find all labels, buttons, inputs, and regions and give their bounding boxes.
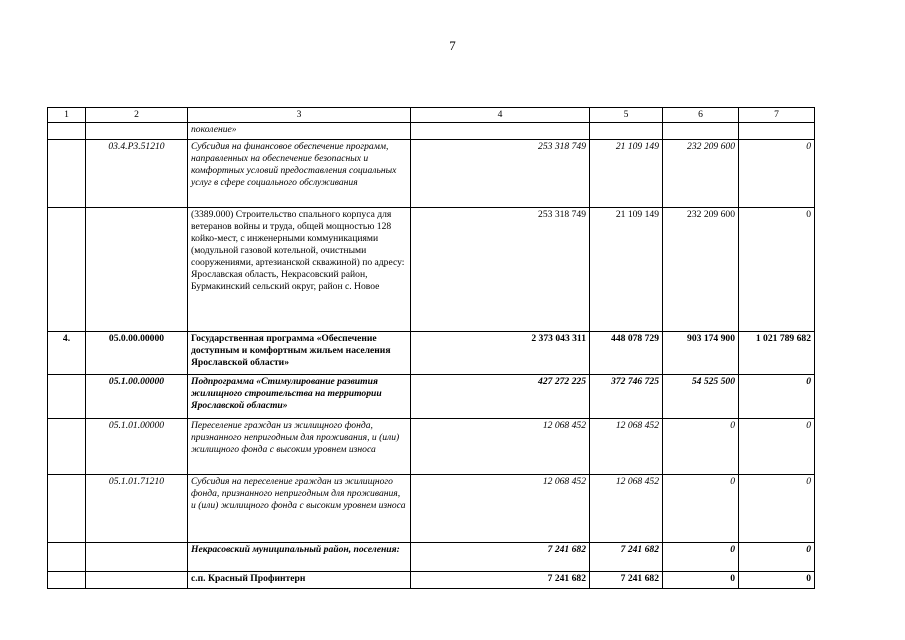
row-name: Субсидия на финансовое обеспечение программ, направленных на обеспечение безопасных и комфортных условий предоставления социальных услуг в сфере социального обслуживания xyxy=(188,140,411,208)
row-value-5: 21 109 149 xyxy=(590,208,663,332)
row-value-5: 12 068 452 xyxy=(590,419,663,475)
row-name: (3389.000) Строительство спального корпуса для ветеранов войны и труда, общей мощностью 128 койко-мест, с инженерными коммуникациями (модульной газовой котельной, очистными сооружениями, артезианской скважиной) по адресу: Ярославская область, Некрасовский район, Бурмакинский сельский округ, район с. Новое xyxy=(188,208,411,332)
page-number: 7 xyxy=(449,38,456,53)
row-value-7: 0 xyxy=(739,419,815,475)
table-row xyxy=(48,332,815,375)
row-value-5: 7 241 682 xyxy=(590,572,663,589)
row-name: Субсидия на переселение граждан из жилищного фонда, признанного непригодным для проживания, и (или) жилищного фонда с высоким уровнем износа xyxy=(188,475,411,543)
row-value-4: 253 318 749 xyxy=(411,140,590,208)
row-value-5: 7 241 682 xyxy=(590,543,663,572)
row-value-5: 372 746 725 xyxy=(590,375,663,419)
row-value-4 xyxy=(411,123,590,140)
row-name: с.п. Красный Профинтерн xyxy=(188,572,411,589)
row-value-5: 21 109 149 xyxy=(590,140,663,208)
table-row xyxy=(48,375,815,419)
column-header: 6 xyxy=(663,108,739,123)
row-value-7 xyxy=(739,123,815,140)
row-value-7: 0 xyxy=(739,375,815,419)
row-code: 03.4.Р3.51210 xyxy=(86,140,188,208)
table-row xyxy=(48,543,815,572)
row-number xyxy=(48,419,86,475)
table-row xyxy=(48,572,815,589)
row-value-6: 54 525 500 xyxy=(663,375,739,419)
row-code xyxy=(86,208,188,332)
row-value-6: 232 209 600 xyxy=(663,140,739,208)
table-row xyxy=(48,123,815,140)
row-number xyxy=(48,375,86,419)
row-code xyxy=(86,543,188,572)
row-value-6: 232 209 600 xyxy=(663,208,739,332)
row-value-6 xyxy=(663,123,739,140)
row-value-4: 7 241 682 xyxy=(411,572,590,589)
row-value-4: 253 318 749 xyxy=(411,208,590,332)
row-code xyxy=(86,123,188,140)
row-name: Переселение граждан из жилищного фонда, признанного непригодным для проживания, и (или) жилищного фонда с высоким уровнем износа xyxy=(188,419,411,475)
row-value-4: 7 241 682 xyxy=(411,543,590,572)
row-value-7: 0 xyxy=(739,475,815,543)
row-value-4: 427 272 225 xyxy=(411,375,590,419)
row-value-6: 0 xyxy=(663,419,739,475)
row-value-5 xyxy=(590,123,663,140)
row-name: Некрасовский муниципальный район, поселения: xyxy=(188,543,411,572)
row-number: 4. xyxy=(48,332,86,375)
row-value-4: 12 068 452 xyxy=(411,475,590,543)
row-code: 05.1.01.71210 xyxy=(86,475,188,543)
table-row xyxy=(48,419,815,475)
row-value-7: 0 xyxy=(739,208,815,332)
column-header: 5 xyxy=(590,108,663,123)
row-value-6: 903 174 900 xyxy=(663,332,739,375)
row-value-7: 1 021 789 682 xyxy=(739,332,815,375)
table-row xyxy=(48,475,815,543)
budget-table xyxy=(47,107,815,589)
row-name: Подпрограмма «Стимулирование развития жилищного строительства на территории Ярославской области» xyxy=(188,375,411,419)
row-number xyxy=(48,140,86,208)
row-code: 05.1.01.00000 xyxy=(86,419,188,475)
row-value-6: 0 xyxy=(663,572,739,589)
column-header: 7 xyxy=(739,108,815,123)
row-number xyxy=(48,572,86,589)
row-value-5: 12 068 452 xyxy=(590,475,663,543)
column-header: 1 xyxy=(48,108,86,123)
table-header-row xyxy=(48,108,815,123)
row-value-7: 0 xyxy=(739,140,815,208)
row-number xyxy=(48,475,86,543)
column-header: 2 xyxy=(86,108,188,123)
row-code: 05.0.00.00000 xyxy=(86,332,188,375)
row-value-5: 448 078 729 xyxy=(590,332,663,375)
row-value-4: 2 373 043 311 xyxy=(411,332,590,375)
table-row xyxy=(48,140,815,208)
table-row xyxy=(48,208,815,332)
row-code xyxy=(86,572,188,589)
row-number xyxy=(48,543,86,572)
column-header: 4 xyxy=(411,108,590,123)
row-name: Государственная программа «Обеспечение доступным и комфортным жильем населения Ярославской области» xyxy=(188,332,411,375)
column-header: 3 xyxy=(188,108,411,123)
row-value-4: 12 068 452 xyxy=(411,419,590,475)
row-name: поколение» xyxy=(188,123,411,140)
row-value-7: 0 xyxy=(739,572,815,589)
row-value-6: 0 xyxy=(663,475,739,543)
row-code: 05.1.00.00000 xyxy=(86,375,188,419)
row-value-7: 0 xyxy=(739,543,815,572)
row-number xyxy=(48,123,86,140)
row-value-6: 0 xyxy=(663,543,739,572)
row-number xyxy=(48,208,86,332)
